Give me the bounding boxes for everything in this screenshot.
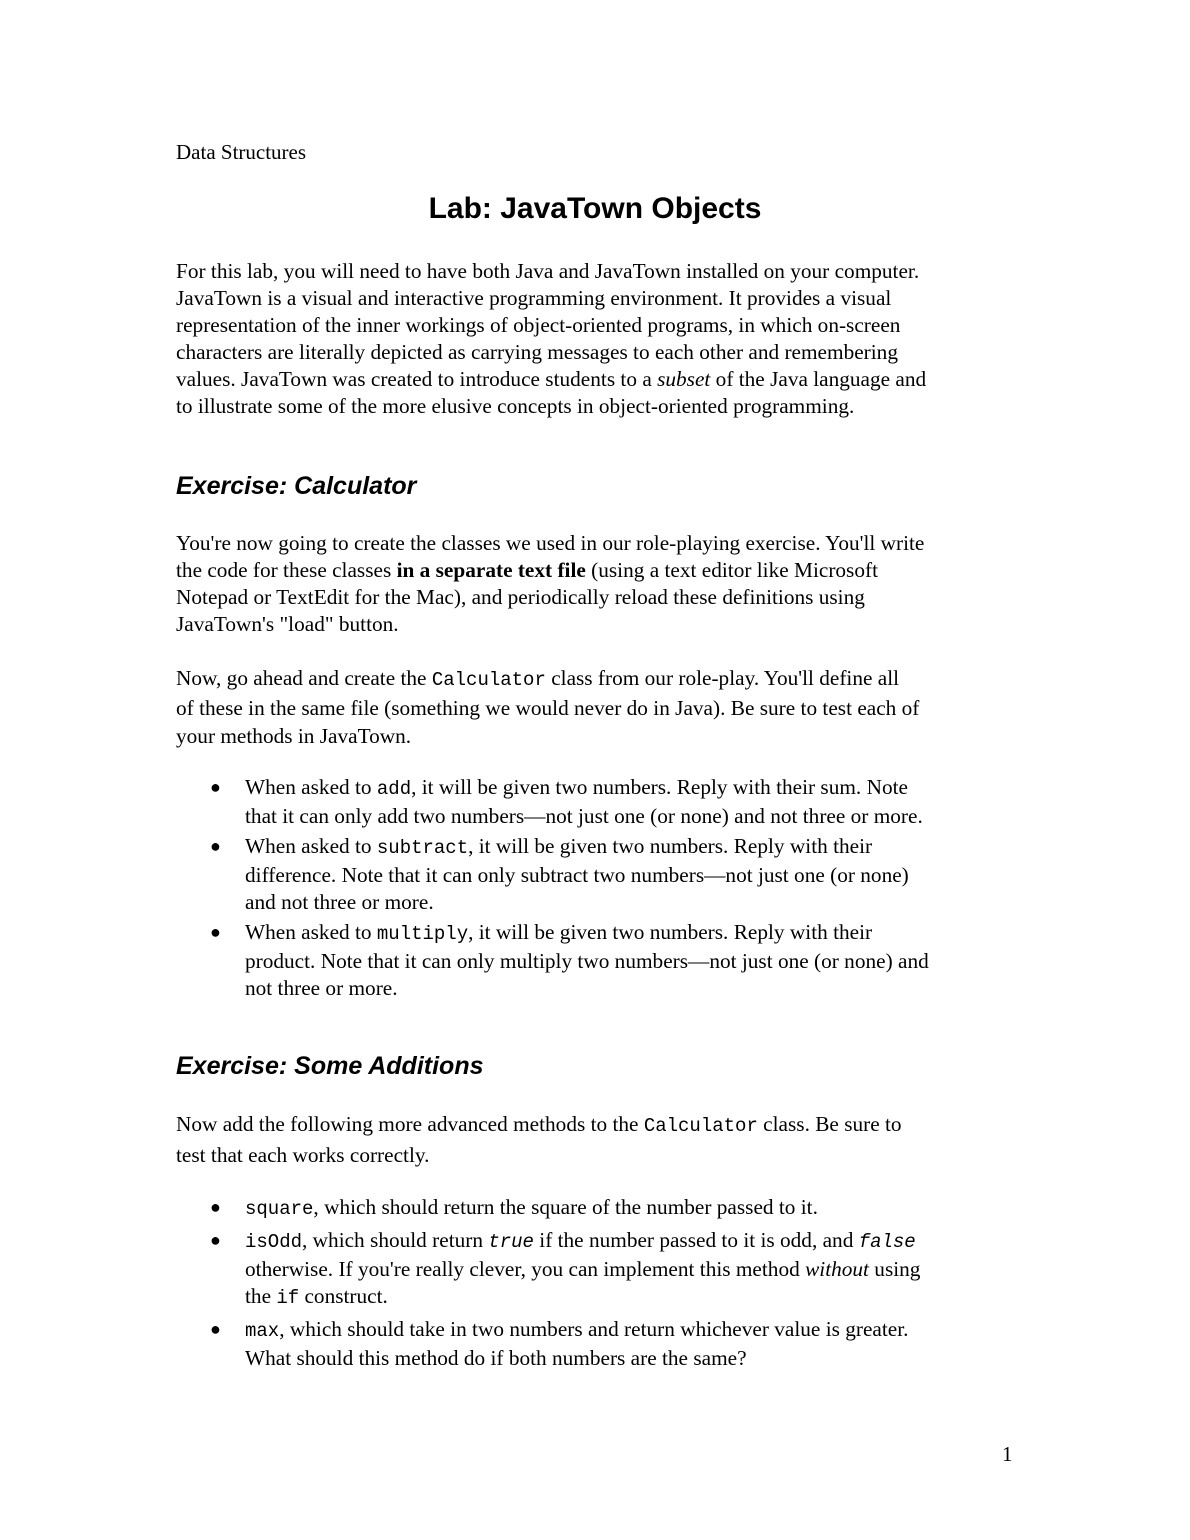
intro-line: values. JavaTown was created to introduce students to a subset of the Java language and [176,367,927,391]
bullet-icon: ● [210,1230,221,1250]
list-item: ● When asked to subtract, it will be given two numbers. Reply with their difference. Note that it can only subtract two numbers—not just one (or none) and not three or more. [210,834,909,914]
code-max: max [245,1320,280,1342]
text-line: test that each works correctly. [176,1143,430,1167]
text-line: of these in the same file (something we would never do in Java). Be sure to test each of [176,696,920,720]
calculator-paragraph-1 [176,530,1016,638]
code-calculator: Calculator [643,1115,758,1137]
list-item: ● When asked to add, it will be given two numbers. Reply with their sum. Note that it can only add two numbers—not just one (or none) and not three or more. [210,775,923,828]
additions-paragraph [176,1110,1016,1170]
code-false: false [858,1231,916,1253]
course-name: Data Structures [176,140,307,164]
intro-paragraph [176,258,1016,420]
intro-line: to illustrate some of the more elusive concepts in object-oriented programming. [176,394,855,418]
text-line: Now, go ahead and create the Calculator class from our role-play. You'll define all [176,666,900,691]
intro-line: JavaTown is a visual and interactive programming environment. It provides a visual [176,286,892,310]
calculator-method-list [210,774,1030,1002]
heading-exercise-some-additions: Exercise: Some Additions [176,1052,484,1080]
bullet-icon: ● [210,1319,221,1339]
page-number: 1 [1002,1442,1013,1466]
code-true: true [488,1231,534,1253]
additions-method-list [210,1194,1030,1372]
code-if: if [276,1287,300,1309]
page-title: Lab: JavaTown Objects [428,192,762,225]
list-item: ● max, which should take in two numbers and return whichever value is greater. What should this method do if both numbers are the same? [210,1317,909,1370]
code-square: square [245,1198,314,1220]
emphasis-without: without [805,1257,869,1281]
text-line: your methods in JavaTown. [176,724,412,748]
emphasis-subset: subset [657,367,711,391]
text-line: You're now going to create the classes we used in our role-playing exercise. You'll write [176,531,925,555]
bullet-icon: ● [210,922,221,942]
intro-line: representation of the inner workings of object-oriented programs, in which on-screen [176,313,901,337]
bullet-icon: ● [210,1197,221,1217]
text-line: the code for these classes in a separate text file (using a text editor like Microsoft [176,558,879,582]
code-multiply: multiply [376,923,469,945]
code-calculator: Calculator [431,669,546,691]
bullet-icon: ● [210,836,221,856]
code-isodd: isOdd [245,1231,303,1253]
code-subtract: subtract [376,837,469,859]
intro-line: characters are literally depicted as carrying messages to each other and remembering [176,340,898,364]
text-line: Notepad or TextEdit for the Mac), and periodically reload these definitions using [176,585,865,609]
bullet-icon: ● [210,777,221,797]
list-item: ● isOdd, which should return true if the number passed to it is odd, and false otherwise. If you're really clever, you can implement this method without using the if construct. [210,1228,921,1309]
intro-line: For this lab, you will need to have both Java and JavaTown installed on your computer. [176,259,920,283]
list-item: ● square, which should return the square of the number passed to it. [210,1195,818,1220]
calculator-paragraph-2 [176,664,1016,750]
list-item: ● When asked to multiply, it will be given two numbers. Reply with their product. Note that it can only multiply two numbers—not just one (or none) and not three or more. [210,920,929,1000]
emphasis-separate-file: in a separate text file [396,558,586,582]
heading-exercise-calculator: Exercise: Calculator [176,472,417,500]
code-add: add [376,778,412,800]
text-line: Now add the following more advanced methods to the Calculator class. Be sure to [176,1112,902,1137]
text-line: JavaTown's "load" button. [176,612,399,636]
